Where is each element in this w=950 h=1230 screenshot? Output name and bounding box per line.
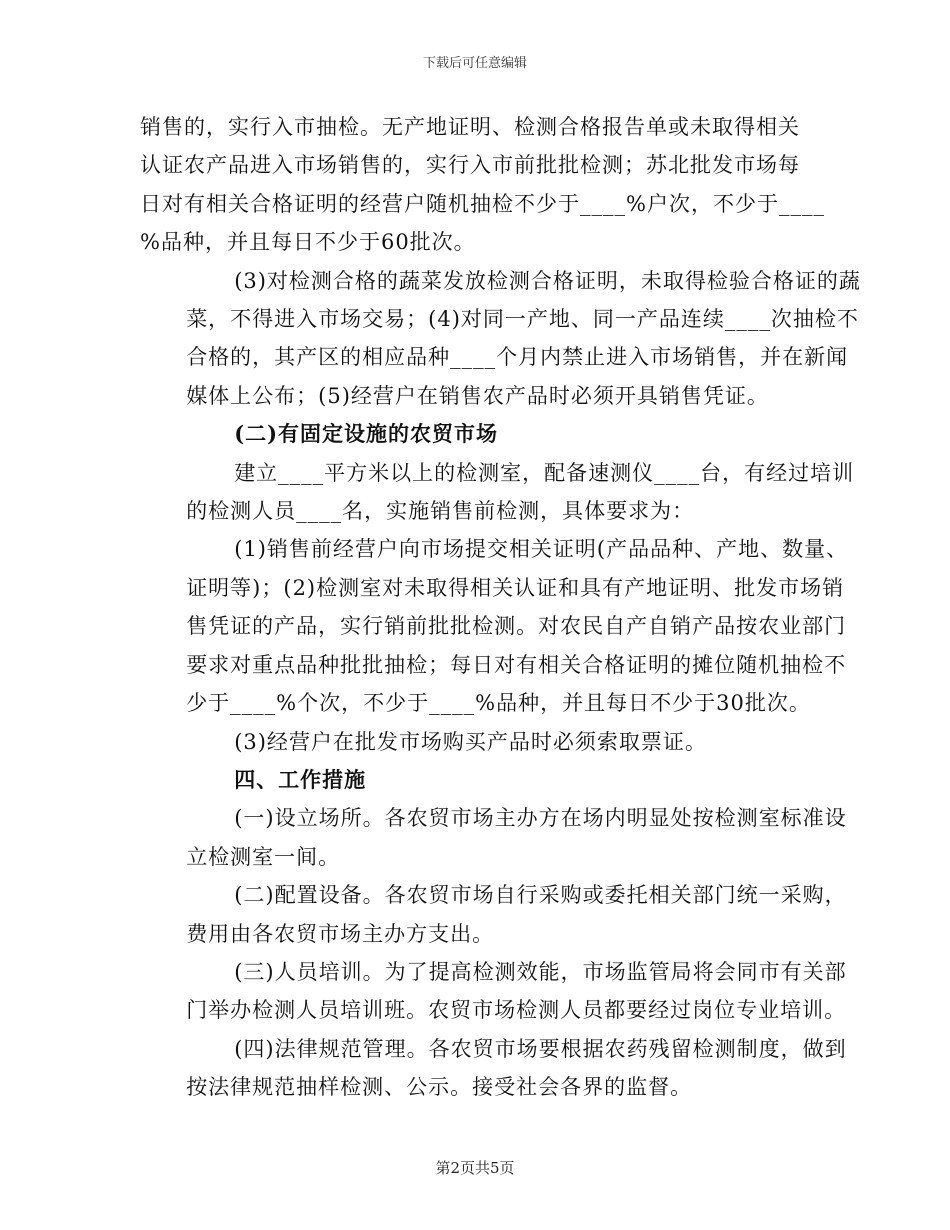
paragraph-ticket bbox=[140, 723, 810, 761]
paragraph-lab-setup bbox=[140, 454, 855, 531]
text-line: (一)设立场所。各农贸市场主办方在场内明显处按检测室标准设 bbox=[234, 806, 847, 831]
paragraph-requirements bbox=[140, 530, 849, 722]
text-line: 销售的，实行入市抽检。无产地证明、检测合格报告单或未取得相关 bbox=[140, 115, 800, 139]
text-line: 日对有相关合格证明的经营户随机抽检不少于____%户次，不少于____ bbox=[140, 191, 825, 216]
text-line: 要求对重点品种批批抽检；每日对有相关合格证明的摊位随机抽检不 bbox=[186, 652, 847, 677]
text-line: 建立____平方米以上的检测室，配备速测仪____台，有经过培训 bbox=[234, 460, 855, 485]
text-line: (3)对检测合格的蔬菜发放检测合格证明，未取得检验合格证的蔬 bbox=[234, 268, 861, 293]
section-heading-measures bbox=[140, 761, 810, 799]
text-line: 合格的，其产区的相应品种____个月内禁止进入市场销售，并在新闻 bbox=[186, 345, 849, 370]
paragraph-measure-4 bbox=[140, 1030, 847, 1107]
text-line: 少于____%个次，不少于____%品种，并且每日不少于30批次。 bbox=[186, 691, 811, 716]
paragraph-continuation bbox=[140, 108, 825, 262]
text-line: (1)销售前经营户向市场提交相关证明(产品品种、产地、数量、 bbox=[234, 537, 849, 562]
page-footer: 第2页共5页 bbox=[435, 1159, 515, 1177]
paragraph-item-3 bbox=[140, 262, 861, 416]
text-line: 门举办检测人员培训班。农贸市场检测人员都要经过岗位专业培训。 bbox=[186, 998, 847, 1023]
section-heading-fixed-market bbox=[140, 415, 810, 453]
paragraph-measure-2 bbox=[140, 876, 847, 953]
text-line: 费用由各农贸市场主办方支出。 bbox=[186, 921, 495, 946]
text-line: 售凭证的产品，实行销前批批检测。对农民自产自销产品按农业部门 bbox=[186, 614, 847, 639]
paragraph-measure-1 bbox=[140, 799, 847, 876]
text-line: 证明等)；(2)检测室对未取得相关认证和具有产地证明、批发市场销 bbox=[186, 575, 845, 600]
heading-text: 四、工作措施 bbox=[234, 766, 367, 792]
text-line: 立检测室一间。 bbox=[186, 844, 341, 869]
text-line: 按法律规范抽样检测、公示。接受社会各界的监督。 bbox=[186, 1075, 693, 1100]
text-line: (二)配置设备。各农贸市场自行采购或委托相关部门统一采购， bbox=[234, 883, 847, 908]
text-line: (3)经营户在批发市场购买产品时必须索取票证。 bbox=[234, 729, 707, 754]
text-line: 媒体上公布；(5)经营户在销售农产品时必须开具销售凭证。 bbox=[186, 383, 769, 408]
paragraph-measure-3 bbox=[140, 953, 847, 1030]
text-line: (四)法律规范管理。各农贸市场要根据农药残留检测制度，做到 bbox=[234, 1036, 847, 1061]
text-line: 菜，不得进入市场交易；(4)对同一产地、同一产品连续____次抽检不 bbox=[186, 307, 859, 332]
text-line: 的检测人员____名，实施销售前检测，具体要求为： bbox=[186, 499, 695, 524]
page-header: 下载后可任意编辑 bbox=[422, 56, 527, 71]
text-line: 认证农产品进入市场销售的，实行入市前批批检测；苏北批发市场每 bbox=[140, 153, 800, 178]
text-line: (三)人员培训。为了提高检测效能，市场监管局将会同市有关部 bbox=[234, 959, 847, 984]
heading-text: (二)有固定设施的农贸市场 bbox=[234, 421, 499, 447]
document-body bbox=[140, 108, 861, 1107]
text-line: %品种，并且每日不少于60批次。 bbox=[140, 230, 476, 255]
